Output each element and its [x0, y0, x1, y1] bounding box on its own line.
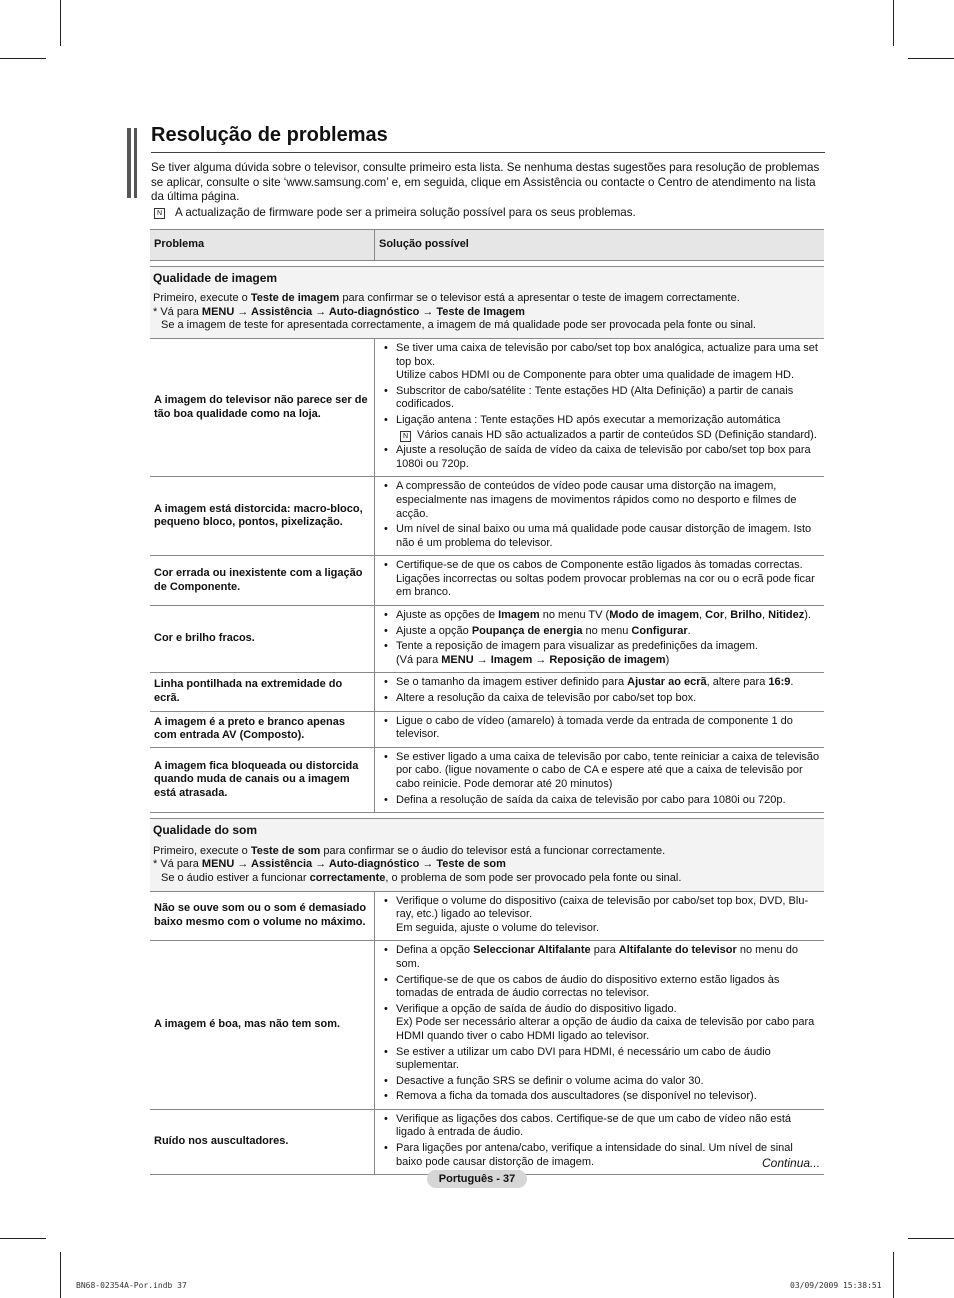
text: Utilize cabos HDMI ou de Componente para obter uma qualidade de imagem HD. — [396, 369, 795, 382]
troubleshooting-table — [150, 229, 824, 1175]
list-item: • Ligue o cabo de vídeo (amarelo) à tomada verde da entrada de componente 1 do televisor. — [381, 715, 820, 742]
text: Brilho — [730, 609, 763, 622]
text: Teste de imagem — [250, 292, 340, 305]
text: * Vá para — [153, 858, 202, 871]
text: Ajustar ao ecrã — [627, 676, 707, 689]
text: Se o áudio estiver a funcionar — [161, 871, 310, 884]
text: , altere para — [706, 676, 769, 689]
section-line — [153, 872, 821, 886]
list-item — [381, 625, 820, 639]
list-item: • A compressão de conteúdos de vídeo pode causar uma distorção na imagem, especialmente nas imagens de movimentos rápidos como no desporto e filmes de acção. — [381, 480, 820, 521]
text: , — [762, 609, 769, 622]
solution-cell — [375, 606, 825, 673]
text: Se o tamanho da imagem estiver definido para — [396, 676, 628, 689]
print-info-left: BN68-02354A-Por.indb 37 — [76, 1281, 187, 1290]
list-item: • Subscritor de cabo/satélite : Tente estações HD (Alta Definição) a partir de canais codificados. — [381, 385, 820, 412]
table-row — [150, 891, 824, 941]
text: Ajuste as opções de — [396, 609, 499, 622]
problem-cell: Cor e brilho fracos. — [150, 606, 375, 673]
text: Ajuste a opção — [396, 624, 472, 637]
continue-label: Continua... — [762, 1156, 821, 1170]
solution-cell — [375, 891, 825, 941]
solution-cell — [375, 941, 825, 1110]
list-item — [381, 640, 820, 667]
list-item: • Se estiver a utilizar um cabo DVI para HDMI, é necessário um cabo de áudio suplementar. — [381, 1046, 820, 1073]
text: MENU → Assistência → Auto-diagnóstico → Teste de Imagem — [201, 305, 525, 318]
problem-cell: A imagem é a preto e branco apenas com entrada AV (Composto). — [150, 711, 375, 747]
list-item: • Se estiver ligado a uma caixa de televisão por cabo, tente reiniciar a caixa de televisão por cabo. (ligue novamente o cabo de CA e espere até que a caixa de televisão por cabo reinicie. Pode demorar até 20 minutos) — [381, 751, 820, 792]
intro-note-text: A actualização de firmware pode ser a primeira solução possível para os seus problemas. — [175, 205, 636, 219]
solution-cell — [375, 1109, 825, 1174]
text: Em seguida, ajuste o volume do televisor. — [396, 921, 600, 934]
print-info-right: 03/09/2009 15:38:51 — [790, 1281, 882, 1290]
solution-cell — [375, 556, 825, 606]
section-line — [153, 858, 821, 872]
list-item — [381, 676, 820, 690]
section-title: Qualidade do som — [153, 823, 258, 838]
text: Vários canais HD são actualizados a partir de conteúdos SD (Definição standard). — [417, 428, 817, 441]
table-row — [150, 477, 824, 556]
solution-cell — [375, 338, 825, 476]
problem-cell: Não se ouve som ou o som é demasiado baixo mesmo com o volume no máximo. — [150, 891, 375, 941]
crop-mark — [0, 58, 46, 59]
problem-cell: A imagem fica bloqueada ou distorcida quando muda de canais ou a imagem está atrasada. — [150, 747, 375, 812]
text: . — [790, 676, 794, 689]
solution-cell — [375, 747, 825, 812]
problem-cell: Ruído nos auscultadores. — [150, 1109, 375, 1174]
text: . — [687, 624, 691, 637]
crop-mark — [893, 1252, 894, 1298]
intro-paragraph: Se tiver alguma dúvida sobre o televisor, consulte primeiro esta lista. Se nenhuma destas sugestões para resolução de problemas se aplicar, consulte o site ‘www.samsung.com’ e, em seguida, clique em Assistência ou contacte o Centro de atendimento na lista da última página. — [151, 161, 820, 204]
solution-cell — [375, 477, 825, 556]
table-row — [150, 747, 824, 812]
sub-note — [400, 429, 820, 443]
list-item: • Desactive a função SRS se definir o volume acima do valor 30. — [381, 1075, 820, 1089]
text: correctamente — [309, 871, 386, 884]
text: no menu do som. — [396, 944, 798, 970]
crop-mark — [908, 58, 954, 59]
problem-cell: A imagem do televisor não parece ser de tão boa qualidade como na loja. — [150, 338, 375, 476]
crop-mark — [908, 1238, 954, 1239]
section-image-quality — [150, 266, 824, 338]
text: ). — [804, 609, 811, 622]
text: no menu TV ( — [539, 609, 610, 622]
col-problem: Problema — [150, 230, 375, 261]
text: * Vá para — [153, 305, 202, 318]
list-item — [381, 895, 820, 936]
col-solution: Solução possível — [375, 230, 825, 261]
intro — [151, 161, 827, 220]
table-row — [150, 673, 824, 711]
crop-mark — [60, 1252, 61, 1298]
list-item: • Altere a resolução da caixa de televisão por cabo/set top box. — [381, 692, 820, 706]
section-line: Se a imagem de teste for apresentada correctamente, a imagem de má qualidade pode ser provocada pela fonte ou sinal. — [161, 319, 756, 332]
text: 16:9 — [768, 676, 791, 689]
table-row — [150, 941, 824, 1110]
note-icon: N — [154, 208, 165, 219]
text: Seleccionar Altifalante — [473, 944, 591, 957]
text: ) — [665, 653, 670, 666]
title-bar — [134, 128, 137, 198]
list-item — [381, 1003, 820, 1044]
list-item: • Defina a resolução de saída da caixa de televisão por cabo para 1080i ou 720p. — [381, 794, 820, 808]
crop-mark — [60, 0, 61, 46]
text: (Vá para — [396, 653, 442, 666]
text: Imagem — [498, 609, 540, 622]
text: no menu — [582, 624, 632, 637]
list-item — [381, 414, 820, 442]
text: para — [590, 944, 619, 957]
problem-cell: Cor errada ou inexistente com a ligação de Componente. — [150, 556, 375, 606]
section-line — [153, 306, 821, 320]
solution-cell — [375, 711, 825, 747]
section-title: Qualidade de imagem — [153, 270, 278, 285]
text: Poupança de energia — [471, 624, 583, 637]
page-title: Resolução de problemas — [151, 124, 388, 146]
text: Ex) Pode ser necessário alterar a opção de áudio da caixa de televisão por cabo para HDMI quando tiver o cabo HDMI ligado ao televisor. — [396, 1016, 815, 1042]
text: MENU → Imagem → Reposição de imagem — [441, 653, 666, 666]
text: , — [699, 609, 706, 622]
problem-cell: Linha pontilhada na extremidade do ecrã. — [150, 673, 375, 711]
table-row — [150, 556, 824, 606]
text: Modo de imagem — [609, 609, 700, 622]
table-header — [150, 230, 824, 261]
text: Ligação antena : Tente estações HD após executar a memorização automática — [396, 413, 781, 426]
table-row — [150, 338, 824, 476]
text: , o problema de som pode ser provocado pela fonte ou sinal. — [385, 871, 682, 884]
section-line — [153, 292, 821, 306]
text: Defina a opção — [396, 944, 474, 957]
list-item: • Para ligações por antena/cabo, verifique a intensidade do sinal. Um nível de sinal baixo pode causar distorção de imagem. — [381, 1142, 820, 1169]
list-item: • Remova a ficha da tomada dos auscultadores (se disponível no televisor). — [381, 1090, 820, 1104]
text: Nitidez — [768, 609, 805, 622]
page-number-badge: Português - 37 — [427, 1170, 527, 1188]
intro-note — [151, 206, 827, 221]
text: , — [724, 609, 731, 622]
problem-cell: A imagem é boa, mas não tem som. — [150, 941, 375, 1110]
list-item: • Ajuste a resolução de saída de vídeo da caixa de televisão por cabo/set top box para 1080i ou 720p. — [381, 444, 820, 471]
title-rule — [151, 152, 825, 153]
text: Primeiro, execute o — [153, 292, 251, 305]
list-item — [381, 342, 820, 383]
note-icon: N — [400, 431, 411, 442]
table-row — [150, 606, 824, 673]
text: Altifalante do televisor — [618, 944, 737, 957]
crop-mark — [0, 1238, 46, 1239]
list-item: • Um nível de sinal baixo ou uma má qualidade pode causar distorção de imagem. Isto não é um problema do televisor. — [381, 523, 820, 550]
solution-cell — [375, 673, 825, 711]
text: Se tiver uma caixa de televisão por cabo/set top box analógica, actualize para uma set top box. — [396, 341, 818, 368]
text: Tente a reposição de imagem para visualizar as predefinições da imagem. — [396, 640, 758, 653]
list-item — [381, 609, 820, 623]
list-item — [381, 944, 820, 971]
text: para confirmar se o televisor está a apresentar o teste de imagem correctamente. — [339, 292, 740, 305]
section-line — [153, 845, 821, 859]
text: Verifique a opção de saída de áudio do dispositivo ligado. — [396, 1002, 677, 1015]
problem-cell: A imagem está distorcida: macro-bloco, pequeno bloco, pontos, pixelização. — [150, 477, 375, 556]
title-bar — [127, 128, 131, 198]
list-item: • Certifique-se de que os cabos de áudio do dispositivo externo estão ligados às tomadas de entrada de áudio correctas no televisor. — [381, 974, 820, 1001]
text: Verifique o volume do dispositivo (caixa de televisão por cabo/set top box, DVD, Blu-ray, etc.) ligado ao televisor. — [396, 894, 809, 921]
crop-mark — [893, 0, 894, 46]
table-row — [150, 1109, 824, 1174]
text: MENU → Assistência → Auto-diagnóstico → Teste de som — [201, 858, 506, 871]
list-item: • Certifique-se de que os cabos de Componente estão ligados às tomadas correctas. Ligações incorrectas ou soltas podem provocar problemas na cor ou o ecrã pode ficar em branco. — [381, 559, 820, 600]
table-row — [150, 711, 824, 747]
text: Primeiro, execute o — [153, 844, 251, 857]
section-sound-quality — [150, 819, 824, 891]
list-item: • Verifique as ligações dos cabos. Certifique-se de que um cabo de vídeo não está ligado à entrada de áudio. — [381, 1113, 820, 1140]
text: Configurar — [631, 624, 688, 637]
text: Cor — [705, 609, 725, 622]
text: Teste de som — [250, 844, 321, 857]
text: para confirmar se o áudio do televisor está a funcionar correctamente. — [320, 844, 666, 857]
